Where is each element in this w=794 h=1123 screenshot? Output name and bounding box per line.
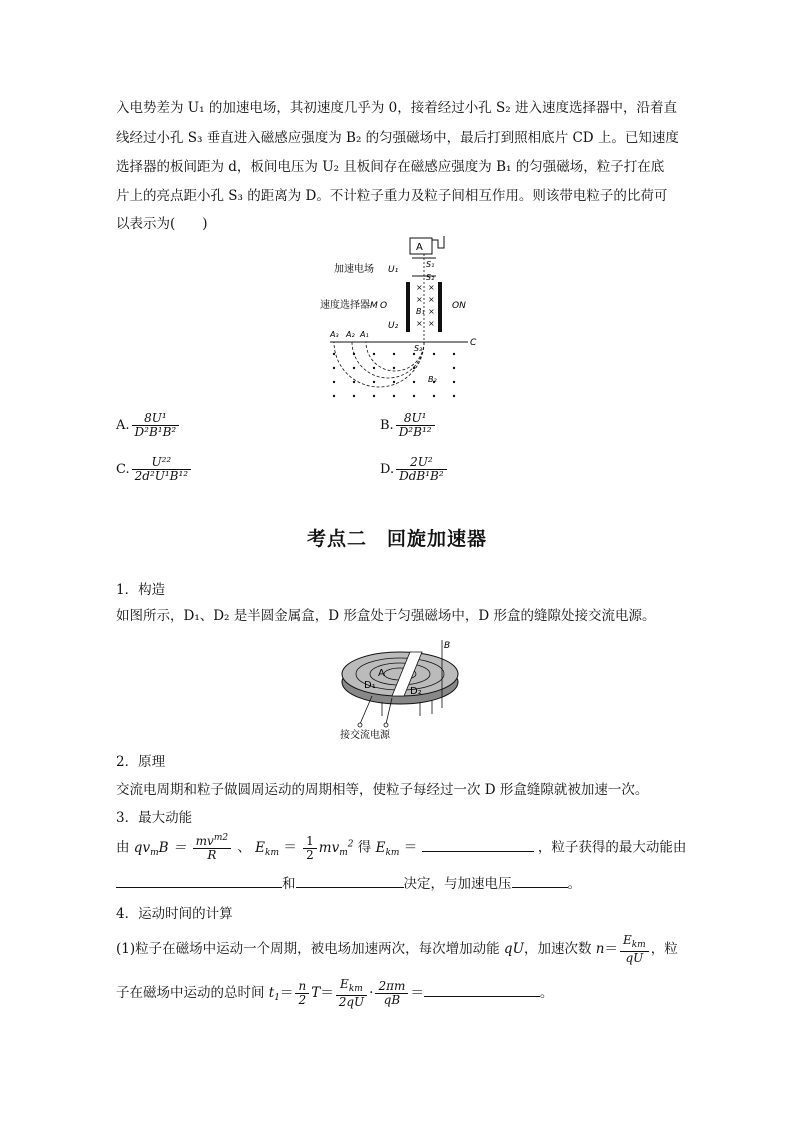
svg-text:×: × <box>428 295 435 304</box>
intro-line-4: 片上的亮点距小孔 S₃ 的距离为 D。不计粒子重力及粒子间相互作用。则该带电粒子的比荷可 <box>116 188 668 204</box>
svg-text:×: × <box>416 283 423 292</box>
label-d2: D₂ <box>410 686 422 697</box>
item4-line1: (1)粒子在磁场中运动一个周期，被电场加速两次，每次增加动能 qU，加速次数 n＝ $\frac{E_{km}}{qU}$ ，粒 <box>116 933 678 965</box>
label-a1: A₁ <box>360 330 369 339</box>
item1-text: 如图所示，D₁、D₂ 是半圆金属盒，D 形盒处于匀强磁场中，D 形盒的缝隙处接交流电源。 <box>116 608 656 624</box>
label-s2: S₂ <box>426 273 435 282</box>
label-selector: 速度选择器 <box>320 300 370 311</box>
label-s3: S₃ <box>414 344 423 353</box>
mass-spectrometer-figure <box>320 236 480 400</box>
label-accel: 加速电场 <box>334 264 374 275</box>
option-b-den: D²B¹² <box>398 425 432 440</box>
option-b-label: B. <box>380 418 394 434</box>
option-c-num: U²² <box>132 456 192 470</box>
option-b-num: 8U¹ <box>396 412 435 426</box>
item2-text: 交流电周期和粒子做圆周运动的周期相等，使粒子每经过一次 D 形盒缝隙就被加速一次。 <box>116 782 649 798</box>
section-title: 考点二 回旋加速器 <box>306 528 487 550</box>
intro-line-5: 以表示为( ) <box>116 216 208 232</box>
answer-blank-time[interactable] <box>424 984 540 997</box>
option-a-label: A. <box>116 418 130 434</box>
svg-text:×: × <box>428 283 435 292</box>
answer-blank-factor2[interactable] <box>296 875 404 888</box>
label-d1: D₁ <box>364 680 376 691</box>
item3-formula-line: 由 $qv_mB$ ＝ $\frac{mv^{m2}}{R}$ 、 $E_{km}$ ＝ $\frac{1}{2}$ $mv_m^2$ 得 $E_{km}$ ＝ ，粒子获得的最大动能由 <box>116 833 687 863</box>
label-s1: S₁ <box>426 260 435 269</box>
label-b2: B₂ <box>428 375 437 384</box>
intro-line-2: 线经过小孔 S₃ 垂直进入磁感应强度为 B₂ 的匀强磁场中，最后打到照相底片 CD 上。已知速度 <box>116 130 679 146</box>
label-u2: U₂ <box>388 321 399 331</box>
option-a-den: D²B¹B² <box>134 425 177 440</box>
item4-line2: 子在磁场中运动的总时间 $t_1=$ $\frac{n}{2}$ T＝ $\frac{E_{km}}{2qU}$ · $\frac{2\pi m}{qB}$ ＝ 。 <box>116 977 554 1009</box>
label-o: O <box>380 301 388 311</box>
figure2-caption: 接交流电源 <box>340 730 390 740</box>
option-c-label: C. <box>116 462 130 478</box>
label-a2: A₂ <box>346 330 355 339</box>
label-b: B <box>444 641 451 651</box>
item3-line2: 和 决定，与加速电压 。 <box>116 872 696 892</box>
item3-heading: 3．最大动能 <box>116 810 193 826</box>
option-c[interactable] <box>116 456 193 483</box>
label-a-center: A <box>378 668 385 679</box>
label-m: M <box>370 301 378 311</box>
label-a: A <box>416 242 423 253</box>
item4-heading: 4．运动时间的计算 <box>116 906 233 922</box>
option-d-num: 2U² <box>396 456 447 470</box>
item1-heading: 1．构造 <box>116 582 166 598</box>
svg-text:×: × <box>416 319 423 328</box>
label-a3: A₃ <box>330 330 339 339</box>
item2-heading: 2．原理 <box>116 754 166 770</box>
svg-text:×: × <box>428 319 435 328</box>
intro-line-3: 选择器的板间距为 d，板间电压为 U₂ 且板间存在磁感应强度为 B₁ 的匀强磁场，粒子打在底 <box>116 159 665 175</box>
cyclotron-figure <box>338 634 468 740</box>
svg-text:×: × <box>428 307 435 316</box>
option-d[interactable] <box>380 456 449 483</box>
svg-text:×: × <box>416 295 423 304</box>
option-b[interactable] <box>380 412 437 439</box>
option-c-den: 2d²U¹B¹² <box>134 469 189 484</box>
option-a-num: 8U¹ <box>132 412 180 426</box>
label-on: ON <box>452 301 466 311</box>
label-b1: B₁ <box>416 307 425 316</box>
label-u1: U₁ <box>388 265 399 275</box>
answer-blank-voltage[interactable] <box>512 875 568 888</box>
option-d-label: D. <box>380 462 395 478</box>
label-c: C <box>470 338 477 348</box>
option-d-den: DdB¹B² <box>399 469 444 484</box>
answer-blank-factor1[interactable] <box>116 875 282 888</box>
intro-line-1: 入电势差为 U₁ 的加速电场，其初速度几乎为 0，接着经过小孔 S₂ 进入速度选择器中，沿着直 <box>116 100 677 116</box>
option-a[interactable] <box>116 412 181 439</box>
answer-blank-ekm[interactable] <box>422 839 534 852</box>
